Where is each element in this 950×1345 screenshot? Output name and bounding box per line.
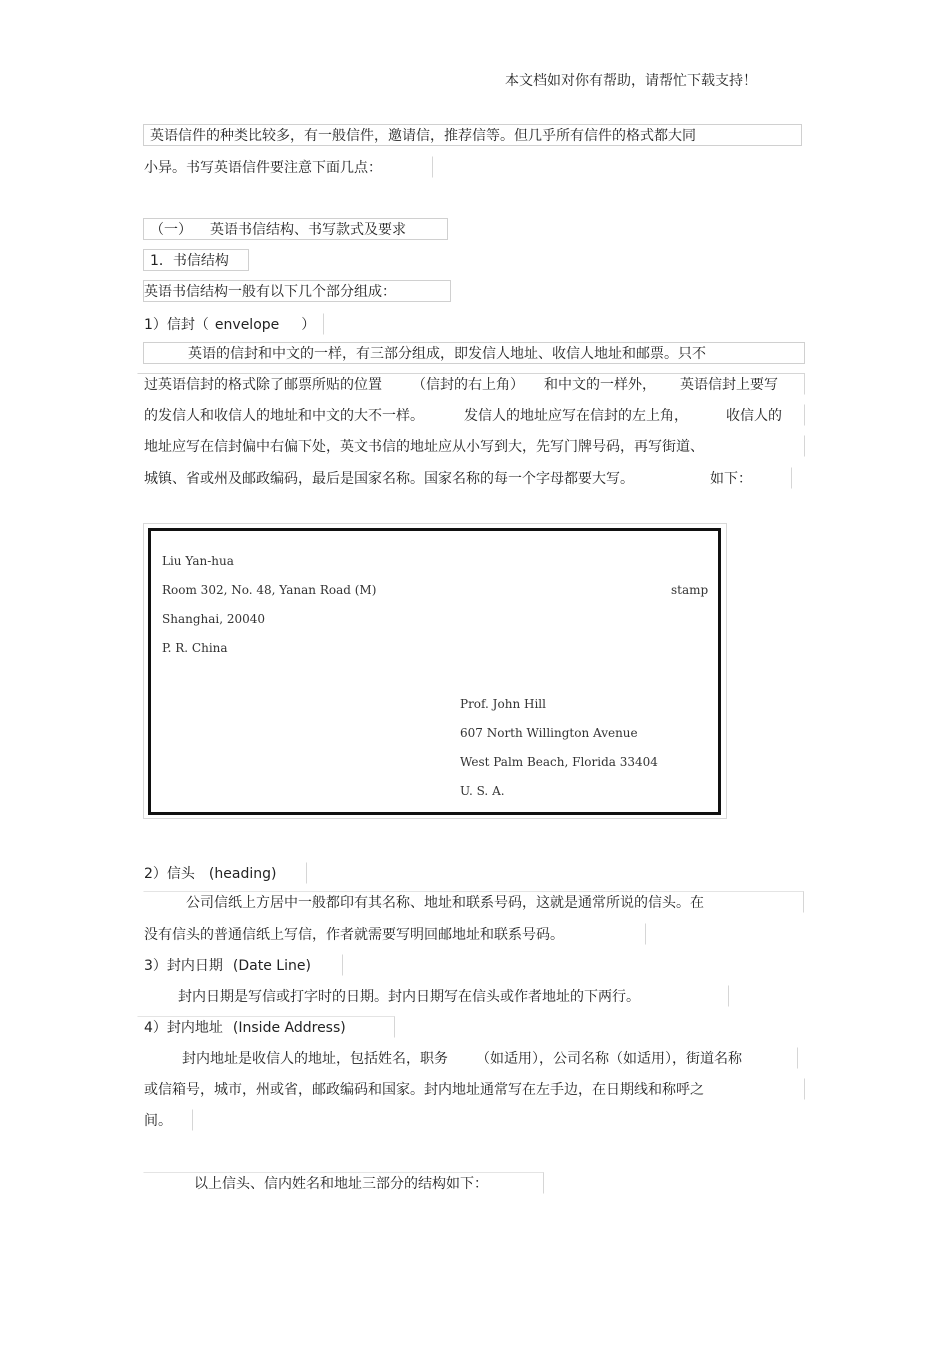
sender-street: Room 302, No. 48, Yanan Road (M) xyxy=(162,583,377,597)
envelope-line2-c: 和中文的一样外， xyxy=(544,377,656,393)
heading-label: 2）信头 xyxy=(144,866,195,882)
inside-address-para-line-1 xyxy=(143,1047,798,1069)
recipient-name: Prof. John Hill xyxy=(460,697,546,711)
item-dateline-label xyxy=(137,954,343,976)
heading-para-line-2: 没有信头的普通信纸上写信，作者就需要写明回邮地址和联系号码。 xyxy=(137,923,646,945)
heading-para-line-1: 公司信纸上方居中一般都印有其名称、地址和联系号码，这就是通常所说的信头。在 xyxy=(143,891,804,913)
envelope-line2-b: （信封的右上角） xyxy=(412,377,524,393)
envelope-figure xyxy=(143,523,727,819)
item-inside-address-label xyxy=(137,1016,395,1038)
recipient-street: 607 North Willington Avenue xyxy=(460,726,638,740)
sender-name: Liu Yan-hua xyxy=(162,554,234,568)
closing-line: 以上信头、信内姓名和地址三部分的结构如下： xyxy=(143,1172,544,1194)
envelope-line5-a: 城镇、省或州及邮政编码，最后是国家名称。国家名称的每一个字母都要大写。 xyxy=(144,471,634,487)
envelope-line2-a: 过英语信封的格式除了邮票所贴的位置 xyxy=(144,377,382,393)
recipient-city: West Palm Beach, Florida 33404 xyxy=(460,755,658,769)
item-envelope-label xyxy=(137,313,324,335)
section-title xyxy=(143,218,448,240)
envelope-line3-b: 发信人的地址应写在信封的左上角， xyxy=(464,408,688,424)
envelope-label-en: envelope xyxy=(214,317,280,333)
header-note: 本文档如对你有帮助，请帮忙下载支持！ xyxy=(505,73,757,89)
envelope-line2-d: 英语信封上要写 xyxy=(680,377,778,393)
intro-line-2: 小异。书写英语信件要注意下面几点： xyxy=(137,156,433,178)
dateline-label-en: (Date Line) xyxy=(232,958,311,974)
section-title-num: （一） xyxy=(150,222,192,238)
dateline-label: 3）封内日期 xyxy=(144,958,223,974)
envelope-label-num: 1）信封（ xyxy=(144,317,209,333)
envelope-line5-b: 如下： xyxy=(710,471,752,487)
envelope-para-line-3 xyxy=(137,404,805,426)
intro-line-1: 英语信件的种类比较多，有一般信件，邀请信，推荐信等。但几乎所有信件的格式都大同 xyxy=(143,124,802,146)
inside-address-para-line-3: 间。 xyxy=(137,1109,193,1131)
sender-country: P. R. China xyxy=(162,641,228,655)
envelope-label-close: ） xyxy=(301,317,316,333)
dateline-para-line-1: 封内日期是写信或打字时的日期。封内日期写在信头或作者地址的下两行。 xyxy=(143,985,729,1007)
recipient-country: U. S. A. xyxy=(460,784,505,798)
envelope-para-line-2 xyxy=(137,373,805,395)
envelope-para-line-5 xyxy=(137,467,792,489)
envelope-para-line-1: 英语的信封和中文的一样，有三部分组成，即发信人地址、收信人地址和邮票。只不 xyxy=(143,342,805,364)
sender-city: Shanghai, 20040 xyxy=(162,612,266,626)
envelope-line3-c: 收信人的 xyxy=(726,408,782,424)
item-heading-label xyxy=(137,862,307,884)
inside-address-para-line-2: 或信箱号，城市，州或省，邮政编码和国家。封内地址通常写在左手边，在日期线和称呼之 xyxy=(137,1078,805,1100)
subsection-desc: 英语书信结构一般有以下几个部分组成： xyxy=(143,280,451,302)
envelope-para-line-4: 地址应写在信封偏中右偏下处，英文书信的地址应从小写到大，先写门牌号码，再写街道、 xyxy=(137,435,805,457)
envelope-line3-a: 的发信人和收信人的地址和中文的大不一样。 xyxy=(144,408,424,424)
inside-address-label: 4）封内地址 xyxy=(144,1020,223,1036)
heading-label-en: (heading) xyxy=(208,866,277,882)
inside-address-line1-a: 封内地址是收信人的地址，包括姓名，职务 xyxy=(182,1051,448,1067)
inside-address-line1-b: （如适用），公司名称（如适用），街道名称 xyxy=(476,1051,742,1067)
section-title-text: 英语书信结构、书写款式及要求 xyxy=(210,222,406,238)
envelope-border xyxy=(148,528,721,815)
inside-address-label-en: (Inside Address) xyxy=(232,1020,346,1036)
subsection-title: 1．书信结构 xyxy=(143,249,249,271)
stamp-label: stamp xyxy=(671,583,709,597)
